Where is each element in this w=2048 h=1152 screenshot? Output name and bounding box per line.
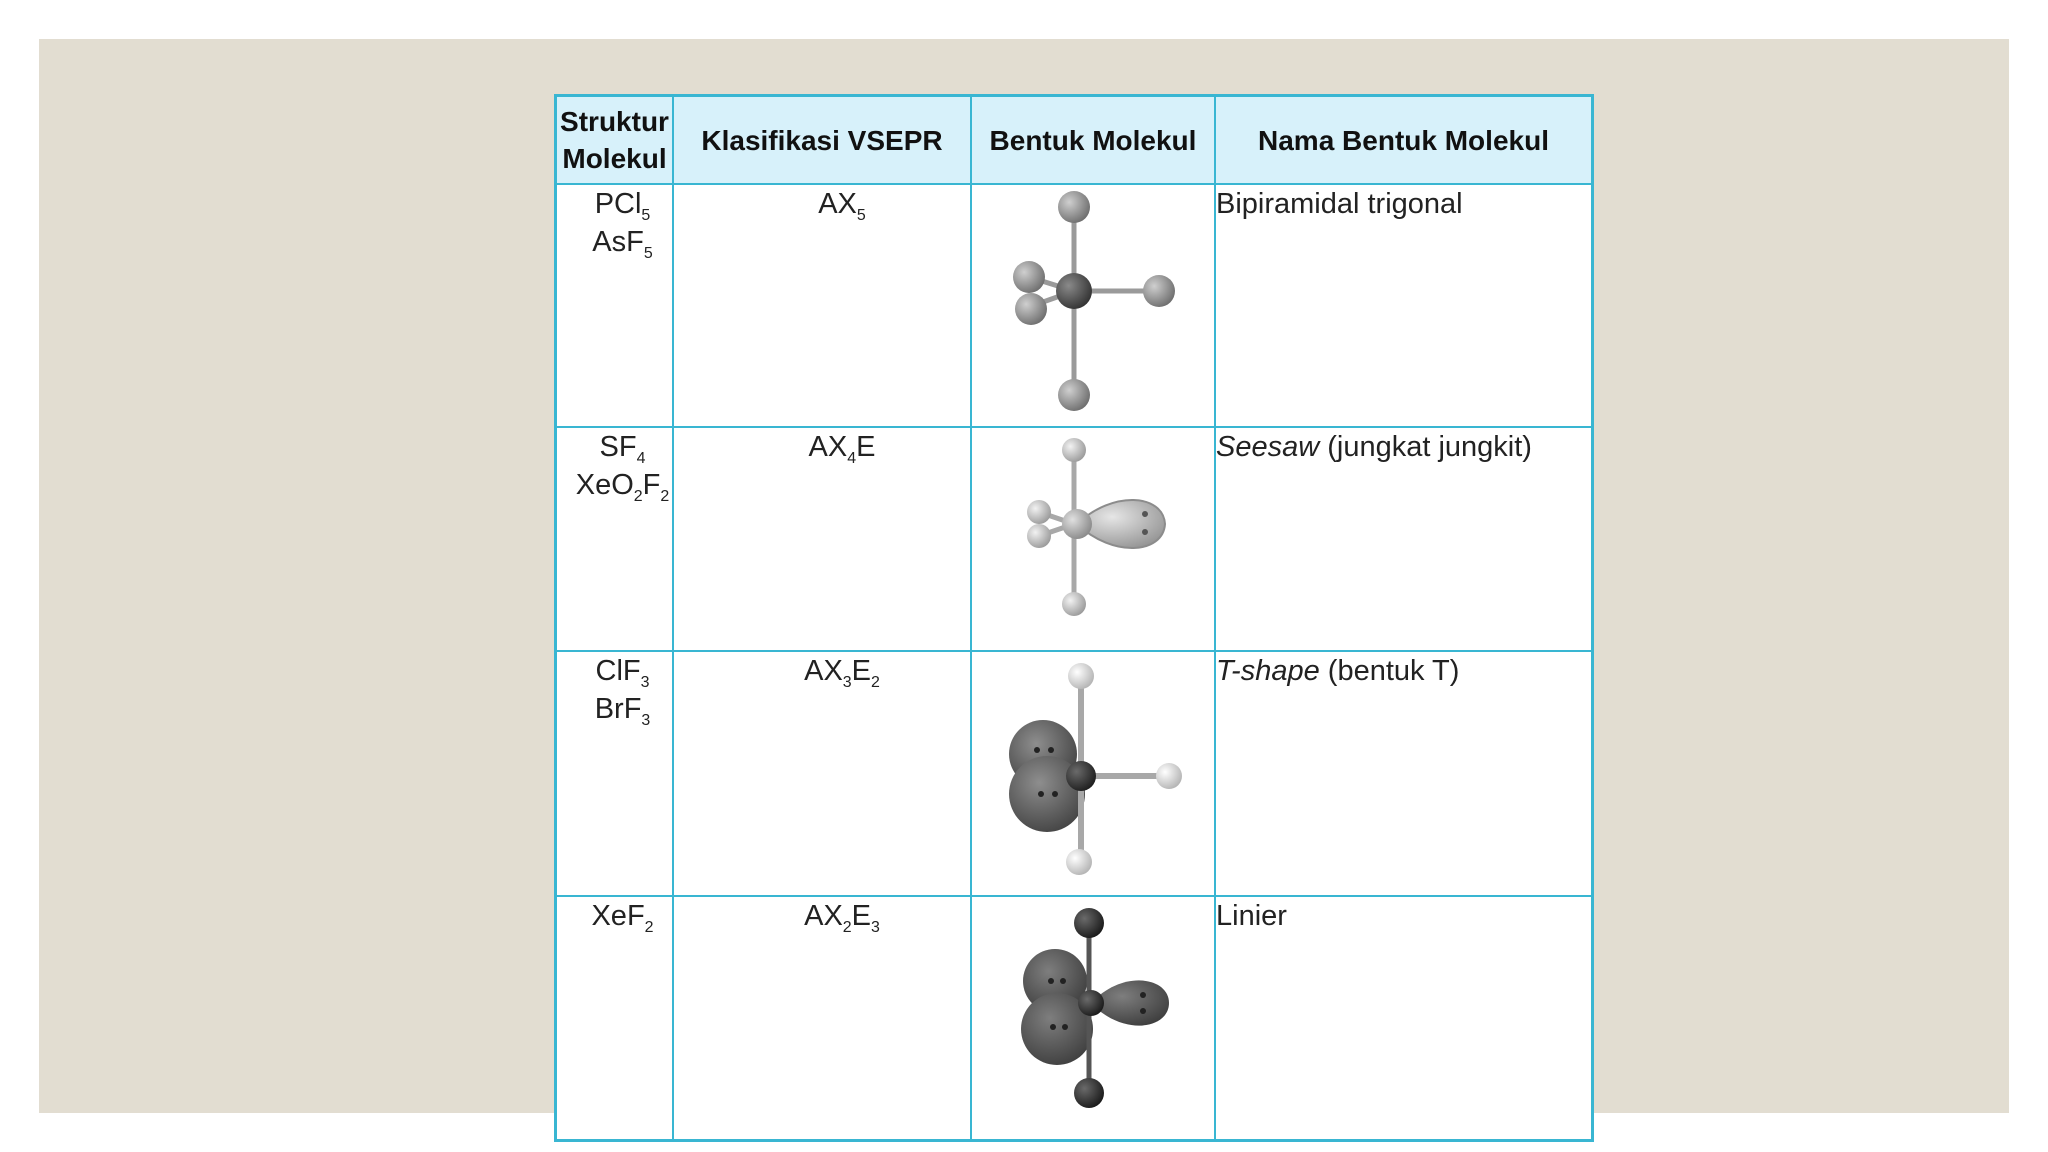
molecule-shape-cell: [971, 184, 1215, 427]
vsepr-classification: [673, 896, 971, 1140]
molecule-shape-cell: [971, 651, 1215, 896]
formula-text: AX: [804, 900, 843, 932]
molecule-formula: [591, 897, 653, 935]
formula-text: XeO: [575, 469, 634, 501]
molecule-formula: [576, 466, 670, 504]
molecule-shape-cell: [971, 896, 1215, 1140]
molecule-formulas: [556, 651, 674, 896]
vsepr-classification: [673, 184, 971, 427]
formula-subscript: 5: [643, 245, 653, 263]
formula-subscript: 5: [856, 207, 866, 225]
formula-text: ClF: [595, 655, 641, 687]
formula-text: XeF: [591, 900, 645, 932]
formula-subscript: 3: [842, 674, 852, 692]
seesaw-molecule-icon: [973, 428, 1213, 648]
formula-subscript: 5: [641, 207, 651, 225]
formula-text: AsF: [592, 226, 644, 258]
linear-molecule-icon: [973, 897, 1213, 1137]
formula-text: AX: [808, 431, 848, 463]
molecule-formula: [595, 690, 651, 728]
formula-subscript: 2: [644, 919, 654, 937]
vsepr-formula: [818, 185, 866, 223]
formula-subscript: 2: [871, 674, 880, 692]
formula-text: E: [851, 900, 872, 932]
formula-subscript: 3: [871, 919, 880, 937]
molecule-formulas: [556, 896, 674, 1140]
formula-subscript: 2: [842, 919, 852, 937]
shape-name: Bipiramidal trigonal: [1215, 184, 1593, 427]
formula-text: E: [851, 655, 872, 687]
molecule-shape-cell: [971, 427, 1215, 651]
formula-subscript: 3: [641, 712, 651, 730]
vsepr-formula: [809, 428, 876, 466]
table-header-row: [556, 96, 1593, 185]
molecule-formula: [576, 428, 670, 466]
t-shape-molecule-icon: [973, 652, 1213, 892]
formula-text: AX: [818, 188, 857, 220]
header-klasifikasi-vsepr: Klasifikasi VSEPR: [673, 96, 971, 185]
slide-background: [39, 39, 2009, 1113]
vsepr-table: [554, 94, 1594, 1142]
header-struktur-molekul: Struktur Molekul: [556, 96, 674, 185]
formula-text: E: [856, 431, 876, 463]
formula-subscript: 2: [660, 488, 670, 506]
header-nama-bentuk-molekul: Nama Bentuk Molekul: [1215, 96, 1593, 185]
header-bentuk-molekul: Bentuk Molekul: [971, 96, 1215, 185]
shape-name: Seesaw (jungkat jungkit): [1215, 427, 1593, 651]
table-row: [556, 896, 1593, 1140]
vsepr-classification: [673, 427, 971, 651]
formula-text: F: [642, 469, 661, 501]
molecule-formula: [592, 223, 652, 261]
vsepr-classification: [673, 651, 971, 896]
formula-text: PCl: [594, 188, 642, 220]
formula-text: SF: [599, 431, 637, 463]
table-row: [556, 184, 1593, 427]
formula-subscript: 4: [636, 450, 646, 468]
molecule-formulas: [556, 184, 674, 427]
molecule-formula: [592, 185, 652, 223]
molecule-formulas: [556, 427, 674, 651]
formula-text: AX: [804, 655, 843, 687]
formula-subscript: 4: [847, 450, 857, 468]
shape-name: Linier: [1215, 896, 1593, 1140]
vsepr-formula: [804, 652, 880, 690]
table-row: [556, 427, 1593, 651]
trigonal-bipyramidal-molecule-icon: [973, 185, 1213, 425]
formula-subscript: 3: [640, 674, 650, 692]
shape-name: T-shape (bentuk T): [1215, 651, 1593, 896]
formula-subscript: 2: [633, 488, 643, 506]
molecule-formula: [595, 652, 651, 690]
vsepr-formula: [804, 897, 880, 935]
table-row: [556, 651, 1593, 896]
formula-text: BrF: [594, 693, 642, 725]
